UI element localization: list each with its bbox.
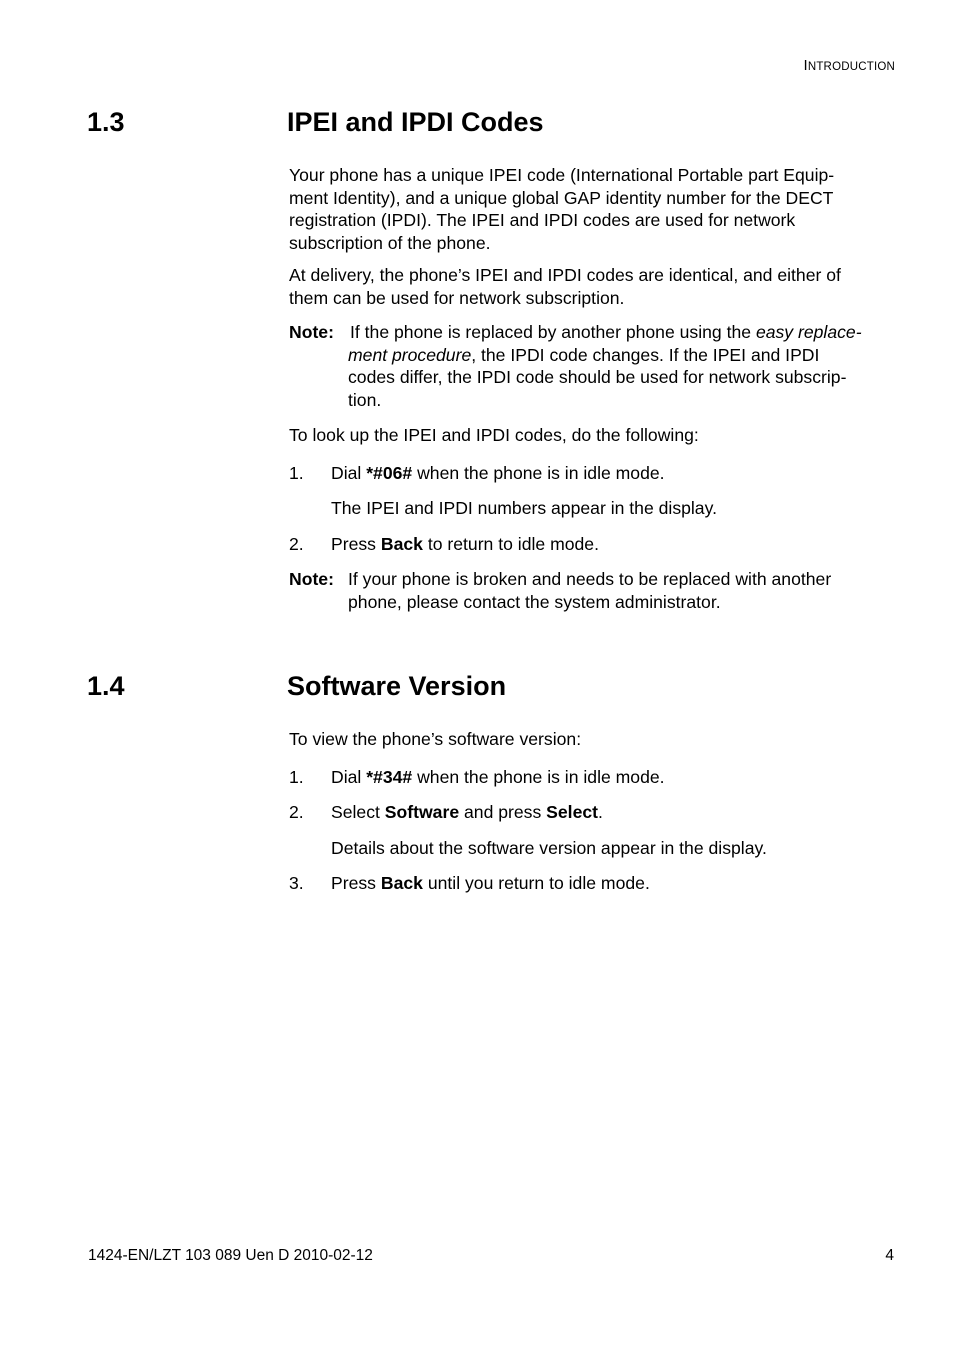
text-line: subscription of the phone.: [289, 232, 491, 253]
step-text: Press Back to return to idle mode.: [331, 534, 599, 554]
step-number: 3.: [289, 873, 304, 893]
step-number: 2.: [289, 802, 304, 822]
note-text: codes differ, the IPDI code should be used for network subscrip-: [348, 367, 847, 388]
note-replacement: [289, 321, 901, 411]
step-number: 2.: [289, 534, 304, 554]
step-result-text: The IPEI and IPDI numbers appear in the display.: [331, 498, 717, 518]
step-number: 1.: [289, 767, 304, 787]
note-broken-phone: [289, 568, 901, 613]
step-text: Press Back until you return to idle mode.: [331, 873, 650, 893]
section-title: IPEI and IPDI Codes: [287, 107, 544, 137]
dial-code: *#34#: [366, 767, 413, 787]
note-emphasis: ment procedure: [348, 344, 472, 365]
text-line: ment Identity), and a unique global GAP identity number for the DECT: [289, 187, 834, 208]
note-label: Note:: [289, 322, 334, 342]
paragraph-lookup-intro: To look up the IPEI and IPDI codes, do the following:: [289, 425, 699, 445]
note-text: tion.: [348, 389, 382, 410]
key-name: Select: [546, 802, 598, 822]
section-number: 1.3: [87, 107, 125, 137]
text-line: Your phone has a unique IPEI code (International Portable part Equip-: [289, 165, 835, 185]
footer-doc-id: 1424-EN/LZT 103 089 Uen D 2010-02-12: [88, 1247, 373, 1264]
step-text: Dial *#06# when the phone is in idle mode.: [331, 463, 665, 483]
text-line: them can be used for network subscription.: [289, 287, 625, 308]
dial-code: *#06#: [366, 463, 413, 483]
step-text: Select Software and press Select.: [331, 802, 603, 822]
running-header-initial: I: [803, 57, 808, 74]
note-body: [348, 321, 901, 411]
step-text: Dial *#34# when the phone is in idle mode.: [331, 767, 665, 787]
note-text: If your phone is broken and needs to be replaced with another: [348, 569, 832, 589]
running-header: [803, 57, 895, 74]
menu-name: Software: [384, 802, 460, 822]
note-text: , the IPDI code changes. If the IPEI and IPDI: [471, 344, 820, 365]
key-name: Back: [380, 534, 423, 554]
note-body: [348, 568, 901, 613]
note-text: If the phone is replaced by another phone using the: [350, 322, 756, 342]
text-line: At delivery, the phone’s IPEI and IPDI codes are identical, and either of: [289, 265, 841, 285]
footer-page-number: 4: [885, 1247, 894, 1264]
paragraph-software-intro: To view the phone’s software version:: [289, 729, 582, 749]
step-number: 1.: [289, 463, 304, 483]
paragraph-ipei-intro: [289, 164, 901, 254]
text-line: registration (IPDI). The IPEI and IPDI codes are used for network: [289, 210, 796, 231]
section-title: Software Version: [287, 671, 507, 701]
key-name: Back: [380, 873, 423, 893]
paragraph-delivery: [289, 264, 901, 309]
section-number: 1.4: [87, 671, 125, 701]
running-header-rest: NTRODUCTION: [807, 61, 895, 73]
note-text: phone, please contact the system administrator.: [348, 591, 721, 612]
step-result-text: Details about the software version appear in the display.: [331, 838, 767, 858]
note-emphasis: easy replace-: [755, 322, 862, 342]
note-label: Note:: [289, 569, 334, 589]
